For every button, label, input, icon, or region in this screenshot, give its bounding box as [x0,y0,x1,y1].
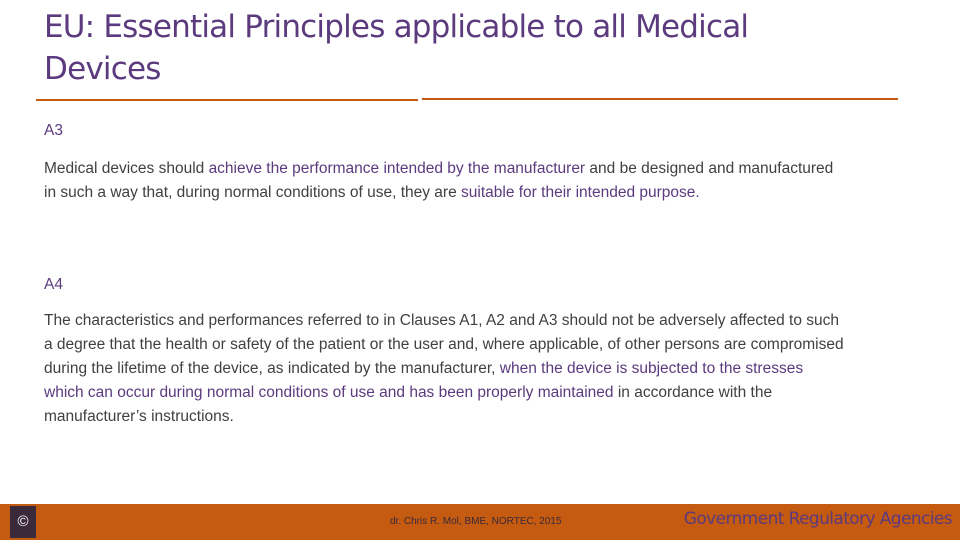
a4-text-2: in accordance with the manufacturer’s instructions. [44,384,773,425]
a3-text-2: and be designed and manufactured in such a way that, during normal conditions of use, they are [44,160,834,201]
a4-text-1: The characteristics and performances referred to in Clauses A1, A2 and A3 should not be adversely affected to such a degree that the health or safety of the patient or the user and, where applicable, of other persons are compromised during the lifetime of the device, as indicated by the manufacturer, [44,312,844,377]
a3-heading: A3 [44,122,63,139]
a3-text-1: Medical devices should [44,160,209,177]
title-line-2: Devices [44,51,161,87]
a4-highlight-1: when the device is subjected to the stresses which can occur during normal conditions of use and has been properly maintained [44,360,804,401]
footer-agency: Government Regulatory Agencies [683,509,952,529]
a3-highlight-2: suitable for their intended purpose. [461,184,700,201]
footer-author: dr. Chris R. Mol, BME, NORTEC, 2015 [390,516,562,527]
title-divider-left [36,99,418,101]
title-line-1: EU: Essential Principles applicable to all Medical [44,9,749,45]
copyright-badge: © [10,506,36,538]
a3-paragraph [44,157,844,205]
title-divider-right [422,98,898,100]
a4-heading: A4 [44,276,63,293]
a3-highlight-1: achieve the performance intended by the manufacturer [208,160,586,177]
slide-title [44,6,844,90]
a4-paragraph [44,309,844,429]
